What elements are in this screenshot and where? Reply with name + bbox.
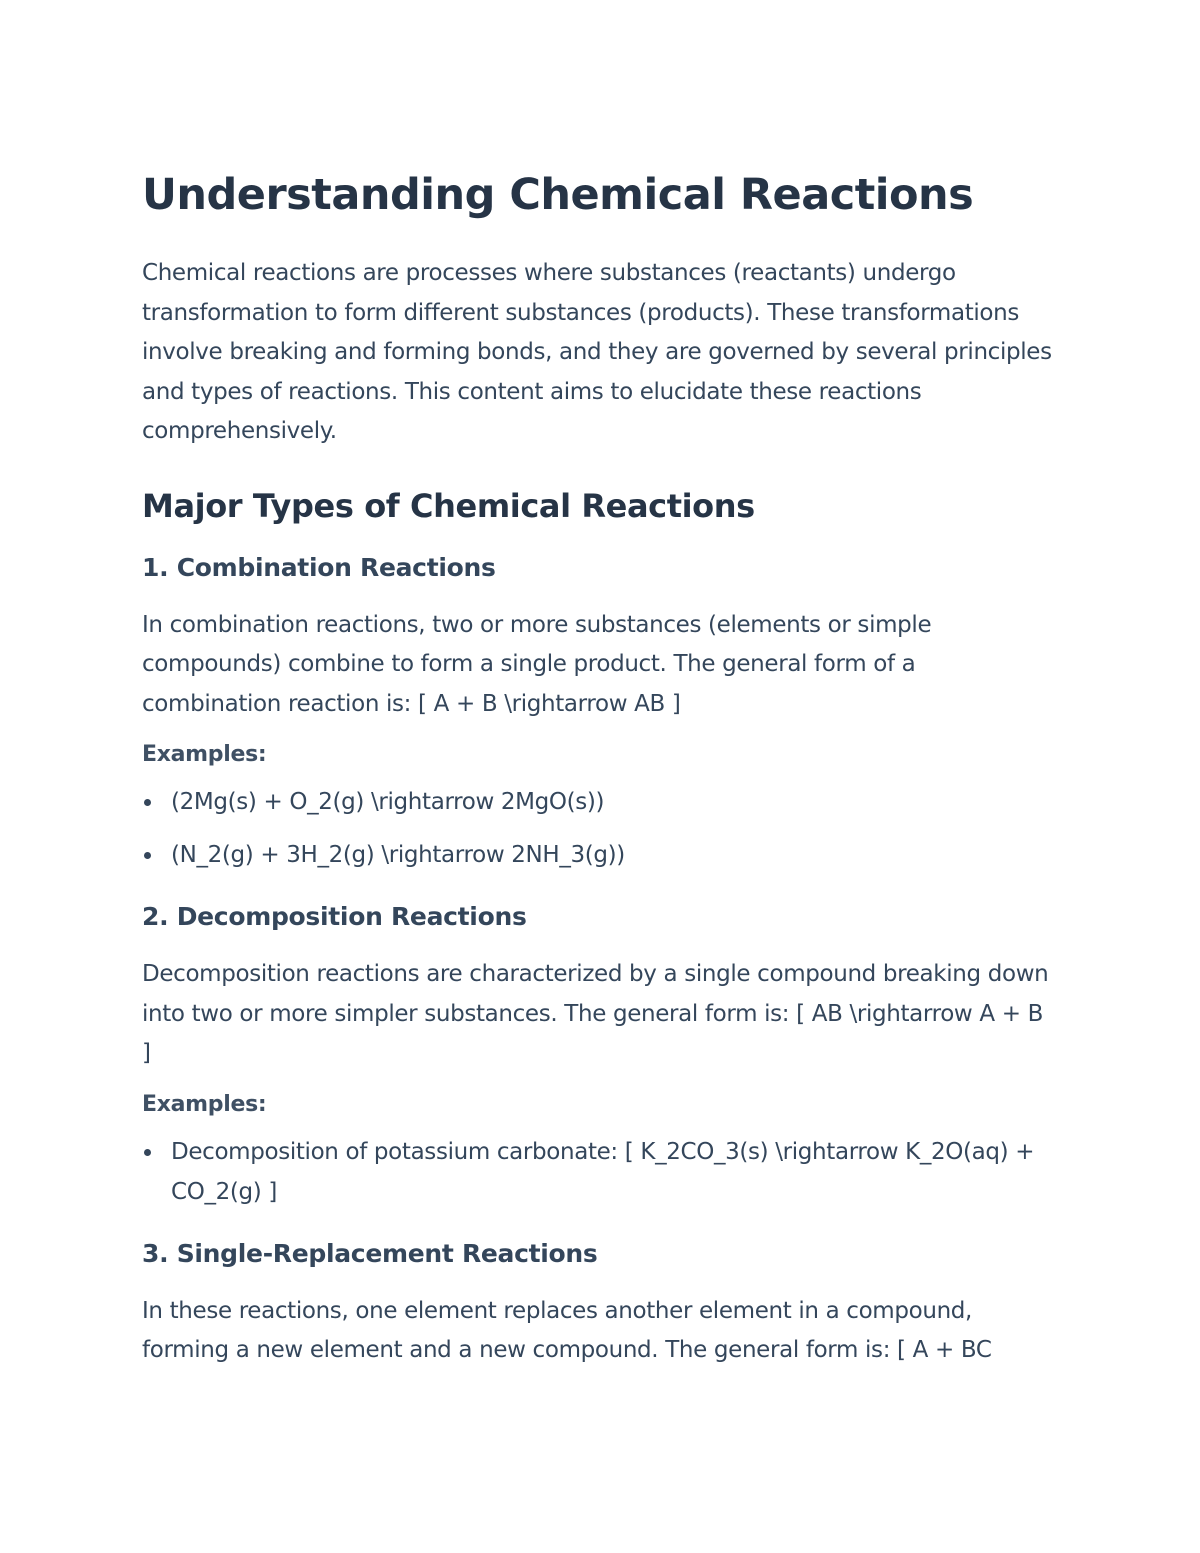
subsection-heading-single-replacement: 3. Single-Replacement Reactions — [142, 1238, 598, 1268]
bullet-icon — [144, 852, 151, 859]
list-item — [142, 782, 1057, 822]
example-text: (N_2(g) + 3H_2(g) \rightarrow 2NH_3(g)) — [171, 842, 625, 868]
subsection-heading-decomposition: 2. Decomposition Reactions — [142, 902, 527, 931]
decomposition-examples-label: Examples: — [142, 1091, 267, 1117]
combination-examples-label: Examples: — [142, 742, 267, 767]
example-text: (2Mg(s) + O_2(g) \rightarrow 2MgO(s)) — [171, 789, 605, 815]
document-page — [142, 164, 1057, 1371]
combination-description: In combination reactions, two or more substances (elements or simple compounds) combine to form a single product. The general form of a combination reaction is: [ A + B \rightarrow AB ] — [142, 611, 932, 717]
combination-examples-list — [142, 782, 1057, 875]
intro-paragraph: Chemical reactions are processes where substances (reactants) undergo transformation to form different substances (products). These transformations involve breaking and forming bonds, and they are governed by several principles and types of reactions. This content aims to elucidate these reactions comprehensively. — [142, 260, 1052, 444]
decomposition-examples-list — [142, 1132, 1057, 1212]
decomposition-description: Decomposition reactions are characterized by a single compound breaking down into two or more simpler substances. The general form is: [ AB \rightarrow A + B ] — [142, 961, 1049, 1066]
section-heading-major-types: Major Types of Chemical Reactions — [142, 486, 755, 525]
list-item — [142, 835, 1057, 875]
page-title: Understanding Chemical Reactions — [142, 170, 974, 220]
list-item — [142, 1132, 1057, 1212]
example-text: Decomposition of potassium carbonate: [ K_2CO_3(s) \rightarrow K_2O(aq) + CO_2(g) ] — [171, 1138, 1035, 1205]
bullet-icon — [144, 1149, 151, 1156]
single-replacement-description: In these reactions, one element replaces another element in a compound, forming a new element and a new compound. The general form is: [ A + BC — [142, 1297, 992, 1363]
subsection-heading-combination: 1. Combination Reactions — [142, 552, 496, 582]
bullet-icon — [144, 799, 151, 806]
